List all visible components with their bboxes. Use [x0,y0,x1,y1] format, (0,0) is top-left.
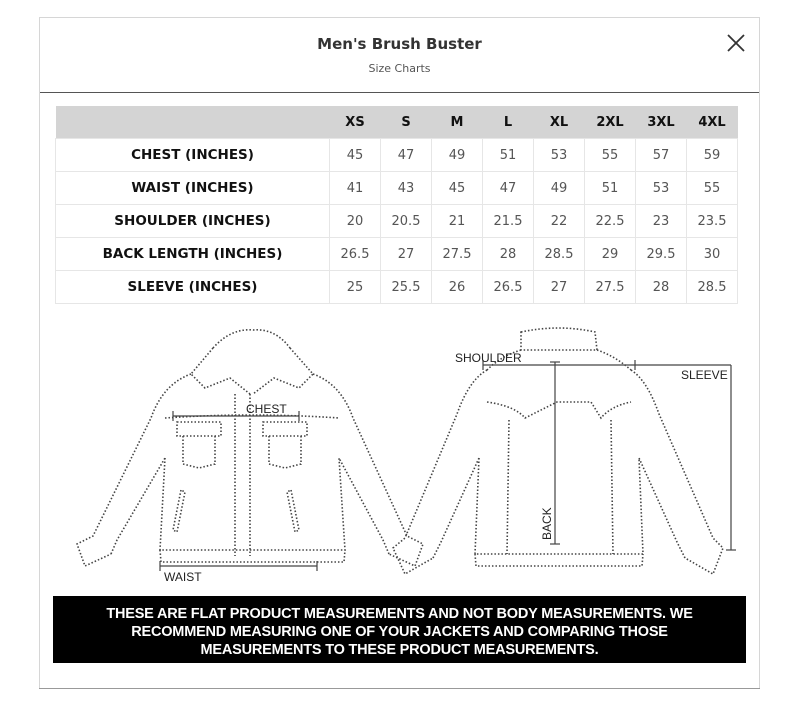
jacket-diagram-svg [55,318,745,590]
table-cell: 53 [534,139,585,172]
table-row [56,205,738,238]
table-cell: 49 [534,172,585,205]
back-label: BACK [540,507,554,540]
size-header: XL [534,106,585,139]
table-cell: 47 [483,172,534,205]
shoulder-label: SHOULDER [455,351,522,365]
table-cell: 26.5 [483,271,534,304]
table-header-corner [56,106,330,139]
table-cell: 23 [636,205,687,238]
table-cell: 26.5 [330,238,381,271]
table-cell: 28.5 [534,238,585,271]
table-cell: 29 [585,238,636,271]
table-cell: 57 [636,139,687,172]
close-button[interactable] [725,32,747,54]
modal-header [40,18,759,93]
table-cell: 47 [381,139,432,172]
modal-bottom-divider [39,688,760,689]
table-cell: 21 [432,205,483,238]
table-cell: 27.5 [585,271,636,304]
sleeve-label: SLEEVE [681,368,728,382]
table-cell: 30 [687,238,738,271]
table-cell: 51 [483,139,534,172]
table-cell: 53 [636,172,687,205]
table-cell: 21.5 [483,205,534,238]
table-cell: 43 [381,172,432,205]
table-header-row [56,106,738,139]
size-header: 2XL [585,106,636,139]
close-icon [725,32,747,54]
modal-subtitle: Size Charts [368,62,431,75]
waist-label: WAIST [164,570,202,584]
table-cell: 28 [483,238,534,271]
front-jacket-illustration [77,330,423,566]
table-cell: 29.5 [636,238,687,271]
table-cell: 55 [585,139,636,172]
size-header: L [483,106,534,139]
notice-line: THESE ARE FLAT PRODUCT MEASUREMENTS AND NOT BODY MEASUREMENTS. WE [106,606,693,622]
size-header: XS [330,106,381,139]
table-row [56,238,738,271]
notice-line: RECOMMEND MEASURING ONE OF YOUR JACKETS AND COMPARING THOSE [131,624,668,640]
size-header: 4XL [687,106,738,139]
table-cell: 22 [534,205,585,238]
table-cell: 51 [585,172,636,205]
table-row [56,271,738,304]
size-header: 3XL [636,106,687,139]
size-header: M [432,106,483,139]
notice-line: MEASUREMENTS TO THESE PRODUCT MEASUREMENTS. [200,642,599,658]
size-header: S [381,106,432,139]
table-row [56,139,738,172]
table-cell: 23.5 [687,205,738,238]
row-label: SHOULDER (INCHES) [56,205,330,238]
row-label: CHEST (INCHES) [56,139,330,172]
table-cell: 20.5 [381,205,432,238]
table-cell: 27 [534,271,585,304]
table-cell: 28.5 [687,271,738,304]
table-cell: 45 [432,172,483,205]
jacket-measurement-diagram [55,318,745,590]
size-table [55,106,738,304]
measurement-notice [53,596,746,663]
row-label: SLEEVE (INCHES) [56,271,330,304]
table-cell: 22.5 [585,205,636,238]
table-cell: 45 [330,139,381,172]
table-cell: 26 [432,271,483,304]
modal-title: Men's Brush Buster [317,35,482,53]
row-label: WAIST (INCHES) [56,172,330,205]
table-row [56,172,738,205]
table-cell: 25.5 [381,271,432,304]
table-cell: 25 [330,271,381,304]
table-cell: 27 [381,238,432,271]
table-cell: 27.5 [432,238,483,271]
table-cell: 20 [330,205,381,238]
table-cell: 55 [687,172,738,205]
row-label: BACK LENGTH (INCHES) [56,238,330,271]
table-cell: 49 [432,139,483,172]
table-cell: 41 [330,172,381,205]
chest-label: CHEST [246,402,287,416]
table-cell: 28 [636,271,687,304]
table-cell: 59 [687,139,738,172]
